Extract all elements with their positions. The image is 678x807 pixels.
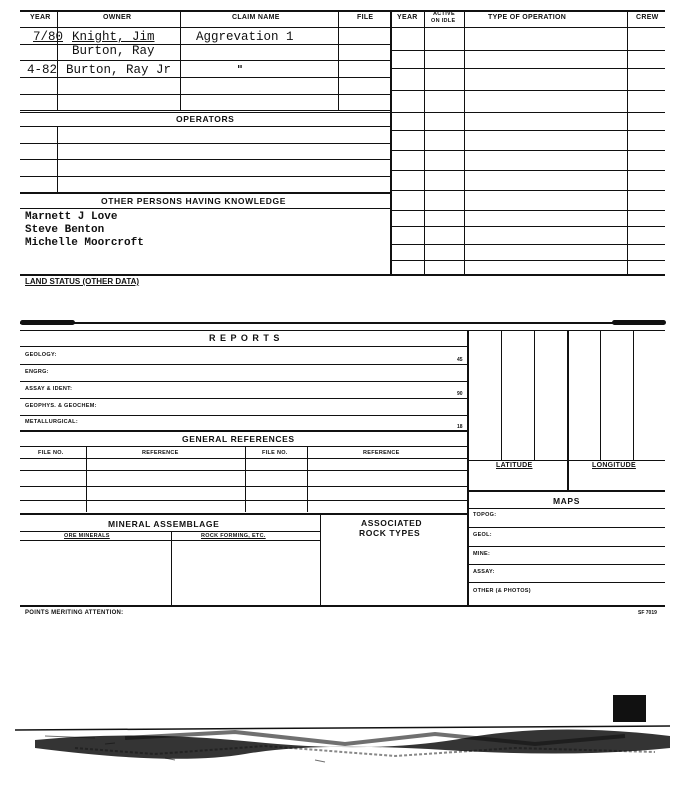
genref-col-file-no-1: FILE NO. <box>38 450 64 456</box>
maps-topog: TOPOG: <box>473 512 497 518</box>
header-file: FILE <box>357 14 374 21</box>
ore-minerals-label: ORE MINERALS <box>64 533 110 539</box>
other-persons-title: OTHER PERSONS HAVING KNOWLEDGE <box>101 196 287 206</box>
latitude-label: LATITUDE <box>496 462 533 469</box>
longitude-label: LONGITUDE <box>592 462 636 469</box>
maps-geol: GEOL: <box>473 532 492 538</box>
owner-row-1-claim: Aggrevation 1 <box>196 30 294 44</box>
scan-blot-left <box>20 320 75 325</box>
owner-row-3-owner: Burton, Ray Jr <box>66 63 172 77</box>
header-type-of-operation: TYPE OF OPERATION <box>488 14 567 21</box>
genref-col-reference-2: REFERENCE <box>363 450 400 456</box>
maps-mine: MINE: <box>473 551 491 557</box>
report-assay: ASSAY & IDENT: <box>25 386 73 392</box>
header-year-right: YEAR <box>397 14 418 21</box>
report-engrg: ENGRG: <box>25 369 49 375</box>
rock-forming-label: ROCK FORMING, ETC. <box>201 533 266 539</box>
associated-rock-types-line2: ROCK TYPES <box>359 528 421 538</box>
owner-row-1-year: 7/80 <box>33 30 64 44</box>
header-owner: OWNER <box>103 14 132 21</box>
operators-title: OPERATORS <box>176 114 235 124</box>
other-person-2: Steve Benton <box>25 224 105 236</box>
owner-row-2-owner: Burton, Ray <box>72 44 155 58</box>
owner-row-3-year: 4-82 <box>27 63 58 77</box>
points-meriting-attention: POINTS MERITING ATTENTION: <box>25 610 124 616</box>
report-metallurgical-num: 18 <box>457 424 463 430</box>
scan-noise-band <box>15 718 670 768</box>
owner-row-3-claim-ditto: " <box>237 63 243 76</box>
other-person-1: Marnett J Love <box>25 211 118 223</box>
genref-col-reference-1: REFERENCE <box>142 450 179 456</box>
header-claim-name: CLAIM NAME <box>232 14 280 21</box>
header-year: YEAR <box>30 14 51 21</box>
report-geology-num: 45 <box>457 357 463 363</box>
general-references-title: GENERAL REFERENCES <box>182 434 295 444</box>
associated-rock-types-line1: ASSOCIATED <box>361 518 423 528</box>
reports-title: R E P O R T S <box>209 333 281 343</box>
maps-title: MAPS <box>553 496 580 506</box>
header-on-idle: ON IDLE <box>431 18 456 24</box>
land-status-label: LAND STATUS (OTHER DATA) <box>25 277 140 286</box>
scan-blot-right <box>612 320 666 325</box>
other-person-3: Michelle Moorcroft <box>25 237 144 249</box>
maps-other-photos: OTHER (& PHOTOS) <box>473 588 531 594</box>
header-active: ACTIVE <box>433 11 455 17</box>
report-assay-num: 90 <box>457 391 463 397</box>
mineral-assemblage-title: MINERAL ASSEMBLAGE <box>108 519 220 529</box>
genref-col-file-no-2: FILE NO. <box>262 450 288 456</box>
owner-row-1-owner: Knight, Jim <box>72 30 155 44</box>
header-crew: CREW <box>636 14 659 21</box>
report-geophys: GEOPHYS. & GEOCHEM: <box>25 403 97 409</box>
report-geology: GEOLOGY: <box>25 352 57 358</box>
form-number: SF 7019 <box>638 610 657 616</box>
maps-assay: ASSAY: <box>473 569 495 575</box>
report-metallurgical: METALLURGICAL: <box>25 419 78 425</box>
